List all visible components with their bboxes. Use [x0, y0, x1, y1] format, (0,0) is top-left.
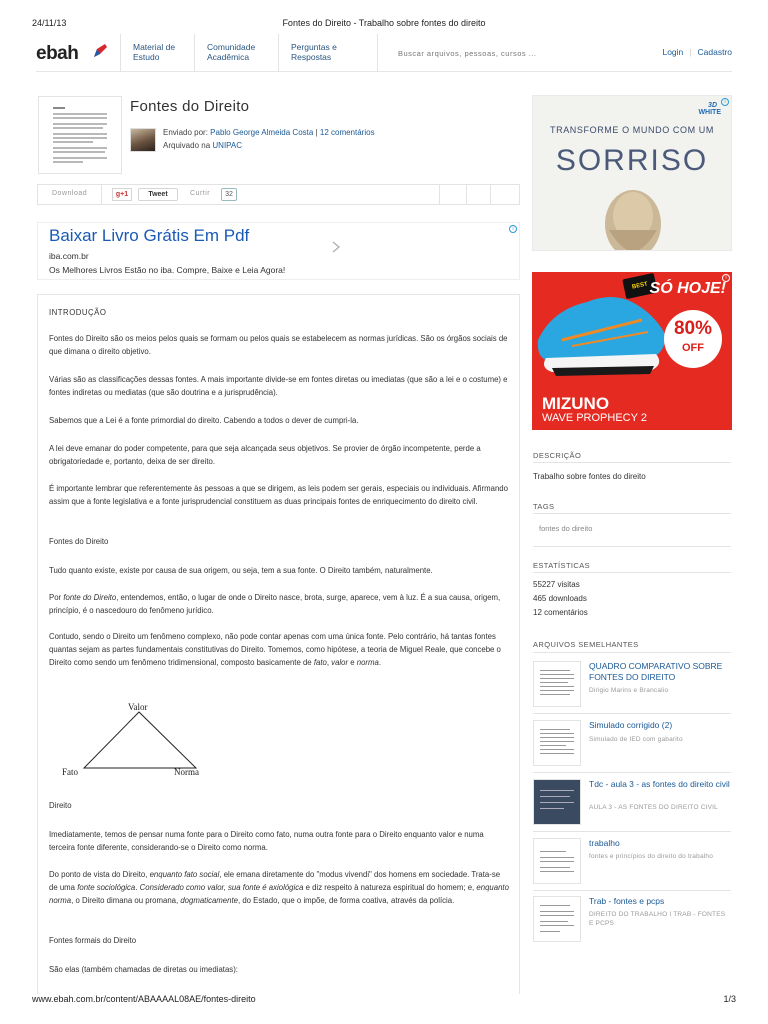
page-url: www.ebah.com.br/content/ABAAAAL08AE/fontes-direito [32, 994, 256, 1004]
similar-file-subtitle: Dirigio Marins e Brancalio [589, 687, 669, 694]
text: , [326, 657, 332, 667]
text: . [378, 657, 382, 667]
text: , ele emana diretamente do "modus vivendi" dos homens em sociedade. Trata-se de uma [49, 870, 501, 892]
emphasis: valor [331, 657, 349, 667]
paragraph: É importante lembrar que referentemente às pessoas a que se dirigem, as leis podem ser gerais, especiais ou individuais. Afirmando assim que a fonte legislativa e a fonte jurisprudencial constituem as duas principais fontes de enriquecimento do direito civil. [49, 484, 508, 506]
shoe-model: WAVE PROPHECY 2 [542, 412, 647, 424]
divider [533, 462, 731, 463]
ebah-logo[interactable]: ebah [36, 43, 79, 64]
similar-file-subtitle: DIREITO DO TRABALHO I TRAB - FONTES E PCPS [589, 911, 726, 927]
divider [533, 546, 731, 547]
similar-file-item[interactable] [533, 779, 731, 829]
divider [533, 890, 731, 891]
sent-by-label: Enviado por: [163, 128, 208, 137]
description-text: Trabalho sobre fontes do direito [533, 472, 646, 481]
similar-file-title[interactable]: Trab - fontes e pcps [589, 896, 665, 906]
archived-in [163, 141, 242, 150]
tweet-button[interactable]: Tweet [138, 188, 178, 201]
similar-file-title[interactable]: Tdc - aula 3 - as fontes do direito civil [589, 779, 730, 789]
divider [533, 652, 731, 653]
discount-percent: 80% [673, 318, 713, 339]
section-heading: Fontes do Direito [49, 537, 109, 546]
emphasis: Considerado como valor, sua fonte é axiológica [139, 882, 304, 892]
tags-title: TAGS [533, 502, 555, 511]
similar-file-item[interactable] [533, 720, 731, 770]
share-action-2[interactable] [467, 185, 491, 204]
nav-item-line1: Material de [133, 42, 176, 52]
paragraph [49, 869, 509, 907]
search-input[interactable]: Buscar arquivos, pessoas, cursos ... [398, 49, 537, 58]
text: Contudo, sendo o Direito um fenômeno complexo, não pode contar apenas com uma única fonte. Pelo contrário, há tantas fontes quantas sejam as partes fundamentais constitutivas do Direito. Tomemos, como hipótese, a teoria de Miguel Reale, que concebe o Direito como sendo um fenômeno tridimensional, composto basicamente de [49, 632, 501, 667]
text: , o Direito dimana ou promana, [71, 895, 181, 905]
ad-headline: SORRISO [555, 144, 709, 177]
ad-info-icon[interactable]: i [509, 225, 517, 233]
similar-file-thumbnail[interactable] [533, 896, 581, 942]
print-date: 24/11/13 [32, 18, 67, 28]
stats-comments: 12 comentários [533, 608, 588, 617]
ad-title[interactable]: Baixar Livro Grátis Em Pdf [49, 226, 250, 245]
paragraph: Imediatamente, temos de pensar numa fonte para o Direito como fato, numa outra fonte para o Direito enquanto valor e numa terceira fonte diferente, considerando-se o Direito como norma. [49, 830, 484, 852]
ad-description: Os Melhores Livros Estão no iba. Compre, Baixe e Leia Agora! [49, 265, 286, 275]
similar-file-thumbnail[interactable] [533, 661, 581, 707]
emphasis: dogmaticamente [180, 895, 238, 905]
nav-item-line2: Estudo [133, 52, 160, 62]
document-content [37, 294, 520, 994]
text-ad[interactable] [37, 222, 520, 280]
similar-file-title[interactable]: QUADRO COMPARATIVO SOBRE FONTES DO DIREITO [589, 661, 723, 682]
print-header [32, 18, 736, 32]
diagram-label-norma: Norma [174, 767, 199, 777]
description-title: DESCRIÇÃO [533, 451, 582, 460]
shoe-brand: MIZUNO [542, 394, 610, 413]
tridimensional-diagram [60, 700, 220, 780]
logo-pencil-icon [92, 43, 108, 59]
similar-file-title[interactable]: trabalho [589, 838, 620, 848]
emphasis: fonte sociológica [77, 882, 136, 892]
text: . [135, 882, 140, 892]
document-title: Fontes do Direito [130, 98, 250, 115]
ad-host: iba.com.br [49, 251, 89, 261]
comments-link[interactable]: 12 comentários [319, 128, 375, 137]
similar-files-title: ARQUIVOS SEMELHANTES [533, 640, 639, 649]
diagram-label-fato: Fato [62, 767, 79, 777]
text: , do Estado, que o impõe, de forma coativa, através da polícia. [237, 895, 455, 905]
emphasis: fonte do Direito [63, 593, 117, 602]
stats-views: 55227 visitas [533, 580, 580, 589]
paragraph [49, 592, 509, 618]
login-link[interactable]: Login [662, 47, 684, 57]
share-bar [37, 184, 520, 205]
ad-info-icon[interactable]: i [722, 274, 730, 282]
similar-file-item[interactable] [533, 838, 731, 888]
similar-file-subtitle: fontes e princípios do direito do trabalho [589, 853, 714, 860]
paragraph [49, 631, 509, 669]
emphasis: enquanto norma [49, 882, 509, 905]
stats-downloads: 465 downloads [533, 594, 587, 603]
nav-item-line1: Perguntas e [291, 42, 337, 52]
divider [533, 713, 731, 714]
paragraph: A lei deve emanar do poder competente, para que seja alcançada seus objetivos. Se provier de órgão incompetente, perde a obrigatoriedade e, portanto, deixa de ser direito. [49, 444, 481, 466]
similar-file-item[interactable] [533, 896, 731, 946]
section-heading: Direito [49, 801, 72, 810]
divider [533, 572, 731, 573]
section-heading: Fontes formais do Direito [49, 936, 137, 945]
text: , entendemos, então, o lugar de onde o Direito nasce, brota, surge, aparece, vem à luz. É a sua causa, origem, princípio, é o nascedouro do fenômeno jurídico. [49, 593, 501, 615]
similar-file-subtitle: AULA 3 - AS FONTES DO DIREITO CIVIL [589, 804, 718, 811]
sent-by: Enviado por: Pablo George Almeida Costa | 12 comentários [163, 128, 375, 137]
similar-file-thumbnail[interactable] [533, 720, 581, 766]
intro-heading: INTRODUÇÃO [49, 308, 107, 317]
text: e [348, 657, 357, 667]
paragraph: Fontes do Direito são os meios pelos quais se formam ou pelos quais se estabelecem as normas jurídicas. São os órgãos sociais de que dimana o direito objetivo. [49, 334, 508, 356]
text: Por [49, 593, 64, 602]
divider [533, 513, 731, 514]
similar-file-subtitle: Simulado de IED com gabarito [589, 736, 683, 743]
shoe-ad-headline: SÓ HOJE! [649, 280, 726, 297]
sorriso-ad[interactable] [532, 95, 732, 251]
similar-file-item[interactable] [533, 661, 731, 711]
nav-perguntas[interactable] [278, 34, 378, 72]
text: e diz respeito à natureza espiritual do homem; e, [303, 882, 477, 892]
signup-link[interactable]: Cadastro [697, 47, 732, 57]
paragraph: Tudo quanto existe, existe por causa de sua origem, ou seja, tem a sua fonte. O Direito também, naturalmente. [49, 566, 433, 575]
shoe-ad[interactable] [532, 272, 732, 430]
download-button[interactable] [38, 185, 102, 204]
woman-hair-image [601, 180, 665, 251]
gplus-label: +1 [120, 191, 129, 198]
ad-tagline: TRANSFORME O MUNDO COM UM [550, 125, 714, 135]
ad-brand-top: 3D [708, 102, 717, 109]
paragraph: São elas (também chamadas de diretas ou imediatas): [49, 965, 238, 974]
archived-label: Arquivado na [163, 141, 211, 150]
emphasis: norma [356, 657, 379, 667]
nav-item-line2: Respostas [291, 52, 332, 62]
like-button[interactable]: Curtir [190, 190, 211, 197]
document-thumbnail[interactable] [38, 96, 122, 174]
diagram-label-valor: Valor [128, 702, 148, 712]
emphasis: fato [313, 657, 327, 667]
chevron-right-icon[interactable] [330, 241, 342, 253]
print-footer [32, 994, 736, 1008]
text: Do ponto de vista do Direito, [49, 870, 150, 879]
top-navigation [36, 34, 732, 72]
author-avatar[interactable] [130, 128, 156, 152]
nav-material-estudo[interactable] [120, 34, 194, 72]
author-link[interactable]: Pablo George Almeida Costa [210, 128, 314, 137]
similar-file-title[interactable]: Simulado corrigido (2) [589, 720, 673, 730]
like-count: 32 [221, 188, 237, 201]
download-label: Download [52, 190, 88, 197]
discount-off: OFF [682, 342, 704, 354]
gplus-button[interactable]: g+1 [112, 188, 132, 201]
similar-file-thumbnail[interactable] [533, 779, 581, 825]
page-number: 1/3 [723, 994, 736, 1004]
tag-item[interactable]: fontes do direito [539, 524, 593, 533]
institution-link[interactable]: UNIPAC [212, 141, 243, 150]
ad-brand: WHITE [698, 109, 721, 116]
paragraph: Sabemos que a Lei é a fonte primordial do direito. Cabendo a todos o dever de cumpri-la. [49, 416, 359, 425]
print-title: Fontes do Direito - Trabalho sobre fontes do direito [282, 18, 486, 28]
stats-title: ESTATÍSTICAS [533, 561, 591, 570]
nav-item-line1: Comunidade [207, 42, 256, 52]
paragraph: Várias são as classificações dessas fontes. A mais importante divide-se em fontes diretas ou imediatas (que são a lei e o costume) e fontes indiretas ou mediatas (que são doutrina e a jurisprudência). [49, 375, 508, 397]
share-action-1[interactable] [439, 185, 467, 204]
similar-file-thumbnail[interactable] [533, 838, 581, 884]
nav-comunidade[interactable] [194, 34, 278, 72]
emphasis: enquanto fato social [149, 870, 220, 879]
auth-links: Login | Cadastro [662, 47, 732, 57]
divider [533, 831, 731, 832]
divider [533, 772, 731, 773]
best-badge: BEST [622, 273, 657, 299]
nav-item-line2: Acadêmica [207, 52, 250, 62]
ad-info-icon[interactable]: i [721, 98, 729, 106]
